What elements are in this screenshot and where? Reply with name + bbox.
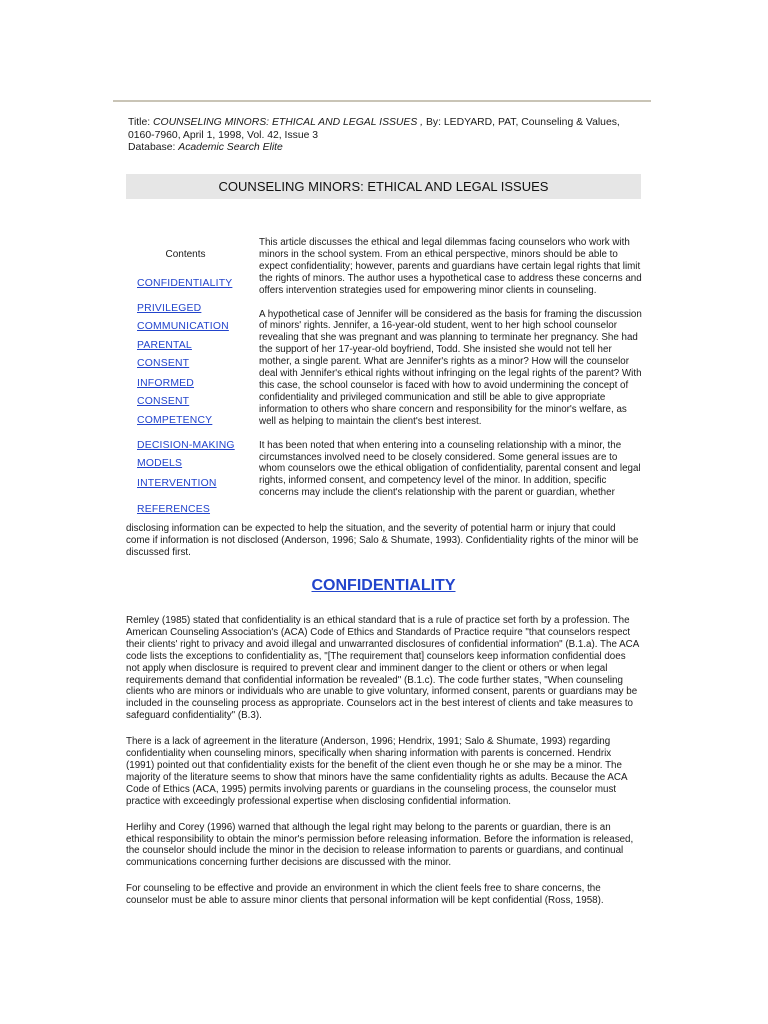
citation-title: COUNSELING MINORS: ETHICAL AND LEGAL ISSUES , xyxy=(153,117,424,128)
body-paragraph: Herlihy and Corey (1996) warned that although the legal right may belong to the parents or guardian, there is an ethical responsibility to obtain the minor's permission before releasing information. Before the information is released, the counselor should include the minor in the decision to release information to parents or guardians, and continual communications concerning further decisions are discussed with the minor. xyxy=(126,821,634,869)
contents-link-competency[interactable] xyxy=(137,410,247,428)
contents-link-line: CONSENT xyxy=(137,358,190,369)
contents-link-line: INFORMED xyxy=(137,378,195,389)
section-heading xyxy=(126,576,641,596)
citation-block xyxy=(128,117,633,155)
contents-link-text[interactable] xyxy=(137,504,210,515)
title-label: Title: xyxy=(128,117,154,128)
contents-link-privileged-communication[interactable] xyxy=(137,298,247,334)
intro-paragraph-3-continued: disclosing information can be expected to help the situation, and the severity of potential harm or injury that could come if information is not disclosed (Anderson, 1996; Salo & Shumate, 1993). Confidentiality rights of the minor will be discussed first. xyxy=(126,523,639,558)
contents-link-line: CONFIDENTIALITY xyxy=(137,278,233,289)
intro-paragraph-3: It has been noted that when entering into a counseling relationship with a minor, the circumstances involved need to be closely considered. Some general issues are to whom counselors owe the ethical obligation of confidentiality, parental consent and legal rights, informed consent, and competency level of the minor. In addition, specific concerns may include the client's relationship with the parent or guardian, whether xyxy=(259,439,641,499)
contents-link-line: DECISION-MAKING xyxy=(137,440,235,451)
contents-link-line: COMPETENCY xyxy=(137,415,213,426)
database-label: Database: xyxy=(128,142,179,154)
contents-link-line: CONSENT xyxy=(137,396,190,407)
contents-link-references[interactable] xyxy=(137,499,247,517)
contents-link-text[interactable] xyxy=(137,378,194,407)
contents-link-confidentiality[interactable] xyxy=(137,273,247,291)
article-title: COUNSELING MINORS: ETHICAL AND LEGAL ISSUES xyxy=(126,174,641,199)
intro-paragraph-2: A hypothetical case of Jennifer will be considered as the basis for framing the discussion of minors' rights. Jennifer, a 16-year-old student, went to her high school counselor revealing that she was pregnant and was planning to terminate her pregnancy. She had the support of her 17-year-old boyfriend, Todd. She insisted she would not tell her mother, a single parent. What are Jennifer's rights as a minor? How will the counselor deal with Jennifer's ethical rights without infringing on the legal rights of the parent? With this case, the school counselor is faced with how to avoid undermining the concept of confidentiality and privileged communication and still be able to give appropriate information to others who share concern and responsibility for the minor's welfare, as well as helping to maintain the client's best interest. xyxy=(259,308,642,427)
database-name: Academic Search Elite xyxy=(178,142,283,154)
body-paragraph: Remley (1985) stated that confidentiality is an ethical standard that is a rule of practice set forth by a profession. The American Counseling Association's (ACA) Code of Ethics and Standards of Practice require "that counselors respect their clients' right to privacy and avoid illegal and unwarranted disclosures of confidential information" (B.1.a). The ACA code lists the exceptions to confidentiality as, "[The requirement that] counselors keep information confidential does not apply when disclosure is required to prevent clear and imminent danger to the client or others or when legal requirements demand that confidential information be revealed" (B.1.c). The code further states, "When counseling clients who are minors or individuals who are unable to give voluntary, informed consent, parents or guardians may be included in the counseling process as appropriate. Counselors act in the best interest of clients and take measures to safeguard confidentiality" (B.3). xyxy=(126,615,639,722)
contents-link-line: COMMUNICATION xyxy=(137,321,229,332)
body-paragraph: There is a lack of agreement in the literature (Anderson, 1996; Hendrix, 1991; Salo & Shumate, 1993) regarding confidentiality when counseling minors, specifically when sharing information with parents is concerned. Hendrix (1991) pointed out that confidentiality exists for the benefit of the client even though he or she may be a minor. The majority of the literature seems to show that minors have the same confidentiality rights as adults. Because the ACA Code of Ethics (ACA, 1995) permits involving parents or guardians in the counseling process, the counselor must practice with exceedingly professional expertise when disclosing confidential information. xyxy=(126,736,627,807)
contents-heading: Contents xyxy=(165,249,206,260)
contents-link-informed-consent[interactable] xyxy=(137,373,247,409)
contents-link-text[interactable] xyxy=(137,478,217,489)
contents-link-line: MODELS xyxy=(137,458,183,469)
contents-link-line: PRIVILEGED xyxy=(137,303,202,314)
contents-link-text[interactable] xyxy=(137,340,192,369)
body-paragraph: For counseling to be effective and provide an environment in which the client feels free to share concerns, the counselor must be able to assure minor clients that personal information will be kept confidential (Ross, 1958). xyxy=(126,883,604,907)
contents-link-text[interactable] xyxy=(137,278,232,289)
contents-link-text[interactable] xyxy=(137,415,212,426)
contents-link-parental-consent[interactable] xyxy=(137,335,247,371)
header-divider xyxy=(113,100,651,102)
contents-link-text[interactable] xyxy=(137,303,229,332)
citation-details: By: LEDYARD, PAT, Counseling & Values, 0160-7960, April 1, 1998, Vol. 42, Issue 3 xyxy=(128,117,620,141)
contents-link-text[interactable] xyxy=(137,440,235,469)
intro-column xyxy=(259,237,642,511)
contents-link-intervention[interactable] xyxy=(137,473,247,491)
confidentiality-body xyxy=(126,615,641,921)
intro-paragraph-1: This article discusses the ethical and legal dilemmas facing counselors who work with minors in the school system. From an ethical perspective, minors should be able to expect confidentiality; however, parents and guardians have certain legal rights that limit the rights of minors. The author uses a hypothetical case to address these concerns and offers intervention strategies used for empowering minor clients in counseling. xyxy=(259,237,642,296)
contents-link-line: PARENTAL xyxy=(137,340,192,351)
contents-link-decision-making-models[interactable] xyxy=(137,435,247,471)
contents-link-line: INTERVENTION xyxy=(137,478,217,489)
contents-link-line: REFERENCES xyxy=(137,504,211,515)
confidentiality-heading-link[interactable]: CONFIDENTIALITY xyxy=(311,577,456,594)
